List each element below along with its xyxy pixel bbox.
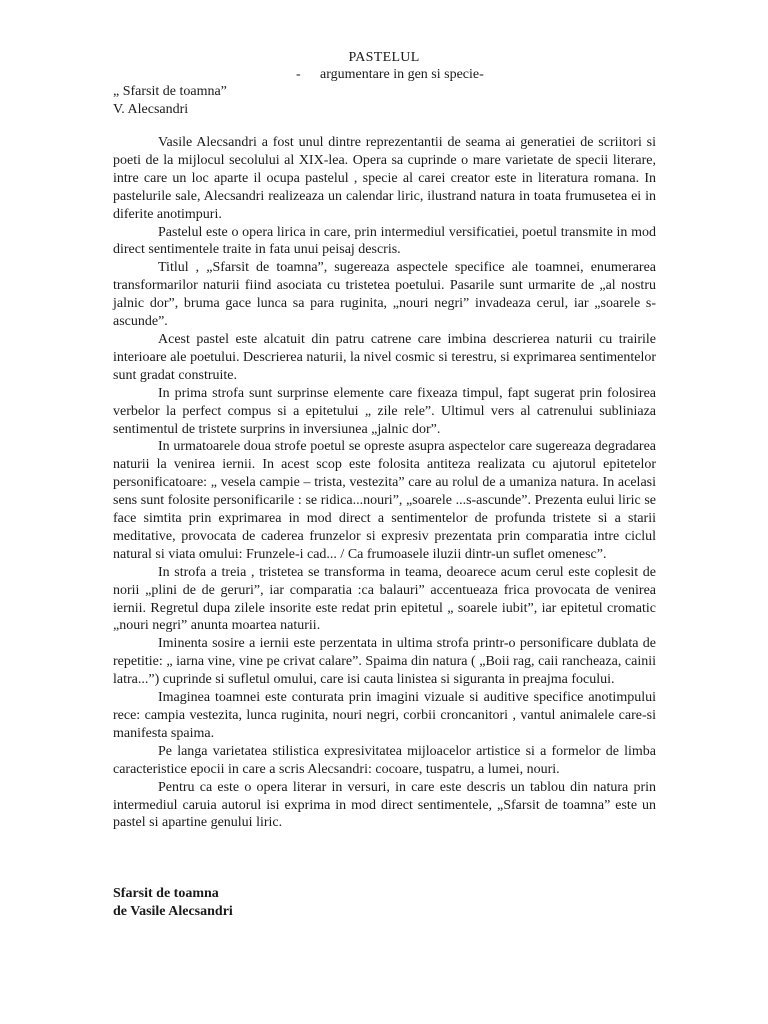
poem-title: „ Sfarsit de toamna” [113,84,227,99]
paragraph: In prima strofa sunt surprinse elemente care fixeaza timpul, fapt sugerat prin folosirea verbelor la perfect compus si a epitetului „ zile rele”. Ultimul vers al catrenului subliniaza sentimentul de tristete surprins in inversiunea „jalnic dor”. [113,385,656,437]
paragraph: Pastelul este o opera lirica in care, prin intermediul versificatiei, poetul transmite in mod direct sentimentele traite in fata unui peisaj descris. [113,224,656,258]
paragraph: Imaginea toamnei este conturata prin imagini vizuale si auditive specifice anotimpului rece: campia vestezita, lunca ruginita, nouri negri, corbii croncanitori , vantul animalele care-si manifesta spaima. [113,690,656,741]
footer-poem-title: Sfarsit de toamna [113,886,219,901]
paragraph: In strofa a treia , tristetea se transforma in teama, deoarece acum cerul este coplesit de norii „plini de de geruri”, iar comparatia :ca balauri” accentueaza frica provocata de venirea iernii. Regretul dupa zilele insorite este redat prin epitetul „ soarele iubit”, iar epitetul cromatic „nouri negri” anunta moartea naturii. [113,564,656,634]
footer-poem-author: de Vasile Alecsandri [113,904,233,919]
paragraph: Iminenta sosire a iernii este perzentata in ultima strofa printr-o personificare dublata de repetitie: „ iarna vine, vine pe crivat calare”. Spaima din natura ( „Boii rag, caii rancheaza, cainii latra...”) cuprinde si sufletul omului, care isi cauta linistea si siguranta in preajma focului. [113,636,656,688]
poem-author: V. Alecsandri [113,102,189,117]
paragraph: Pentru ca este o opera literar in versuri, in care este descris un tablou din natura prin intermediul caruia autorul isi exprima in mod direct sentimentele, „Sfarsit de toamna” este un pastel si apartine genului liric. [113,779,656,831]
poem-footer [113,885,233,921]
subtitle-text: argumentare in gen si specie- [320,67,484,82]
document-subtitle [296,66,484,84]
paragraph: In urmatoarele doua strofe poetul se opreste asupra aspectelor care sugereaza degradarea naturii la venirea iernii. In acest scop este folosita antiteza realizata cu ajutorul epitetelor personificatoare: „ vesela campie – trista, vestezita” care au rolul de a umaniza natura. In acelasi sens sunt folosite personificarile : se ridica...nouri”, „soarele ...s-ascunde”. Prezenta eului liric se face simtita prin exprimarea in mod direct a sentimentelor de profunda tristete si a starii meditative, provocata de caderea frunzelor si expresiv prezentata prin comparatia intre ciclul natural si viata omului: Frunzele-i cad... / Ca frumoasele iluzii dintr-un suflet omenesc”. [113,439,656,562]
subtitle-dash: - [296,67,301,82]
paragraph: Acest pastel este alcatuit din patru catrene care imbina descrierea naturii cu trairile interioare ale poetului. Descrierea naturii, la nivel cosmic si terestru, si exprimarea sentimentelor sunt gradat construite. [113,331,656,383]
essay-body [113,134,656,832]
paragraph: Vasile Alecsandri a fost unul dintre reprezentantii de seama ai generatiei de scriitori si poeti de la mijlocul secolului al XIX-lea. Opera sa cuprinde o mare varietate de specii literare, intre care un loc aparte il ocupa pastelul , specie al carei creator este in literatura romana. In pastelurile sale, Alecsandri realizeaza un calendar liric, ilustrand natura in toata frumusetea ei in diferite anotimpuri. [113,135,656,222]
document-title: PASTELUL [348,50,420,65]
paragraph: Pe langa varietatea stilistica expresivitatea mijloacelor artistice si a formelor de limba caracteristice epocii in care a scris Alecsandri: cocoare, tuspatru, a lumei, nouri. [113,743,656,777]
paragraph: Titlul , „Sfarsit de toamna”, sugereaza aspectele specifice ale toamnei, enumerarea transformarilor naturii fiind asociata cu tristetea poetului. Pasarile sunt urmarite de „al nostru jalnic dor”, bruma gace lunca sa para ruginita, „nouri negri” invadeaza cerul, iar „soarele s-ascunde”. [113,260,656,330]
